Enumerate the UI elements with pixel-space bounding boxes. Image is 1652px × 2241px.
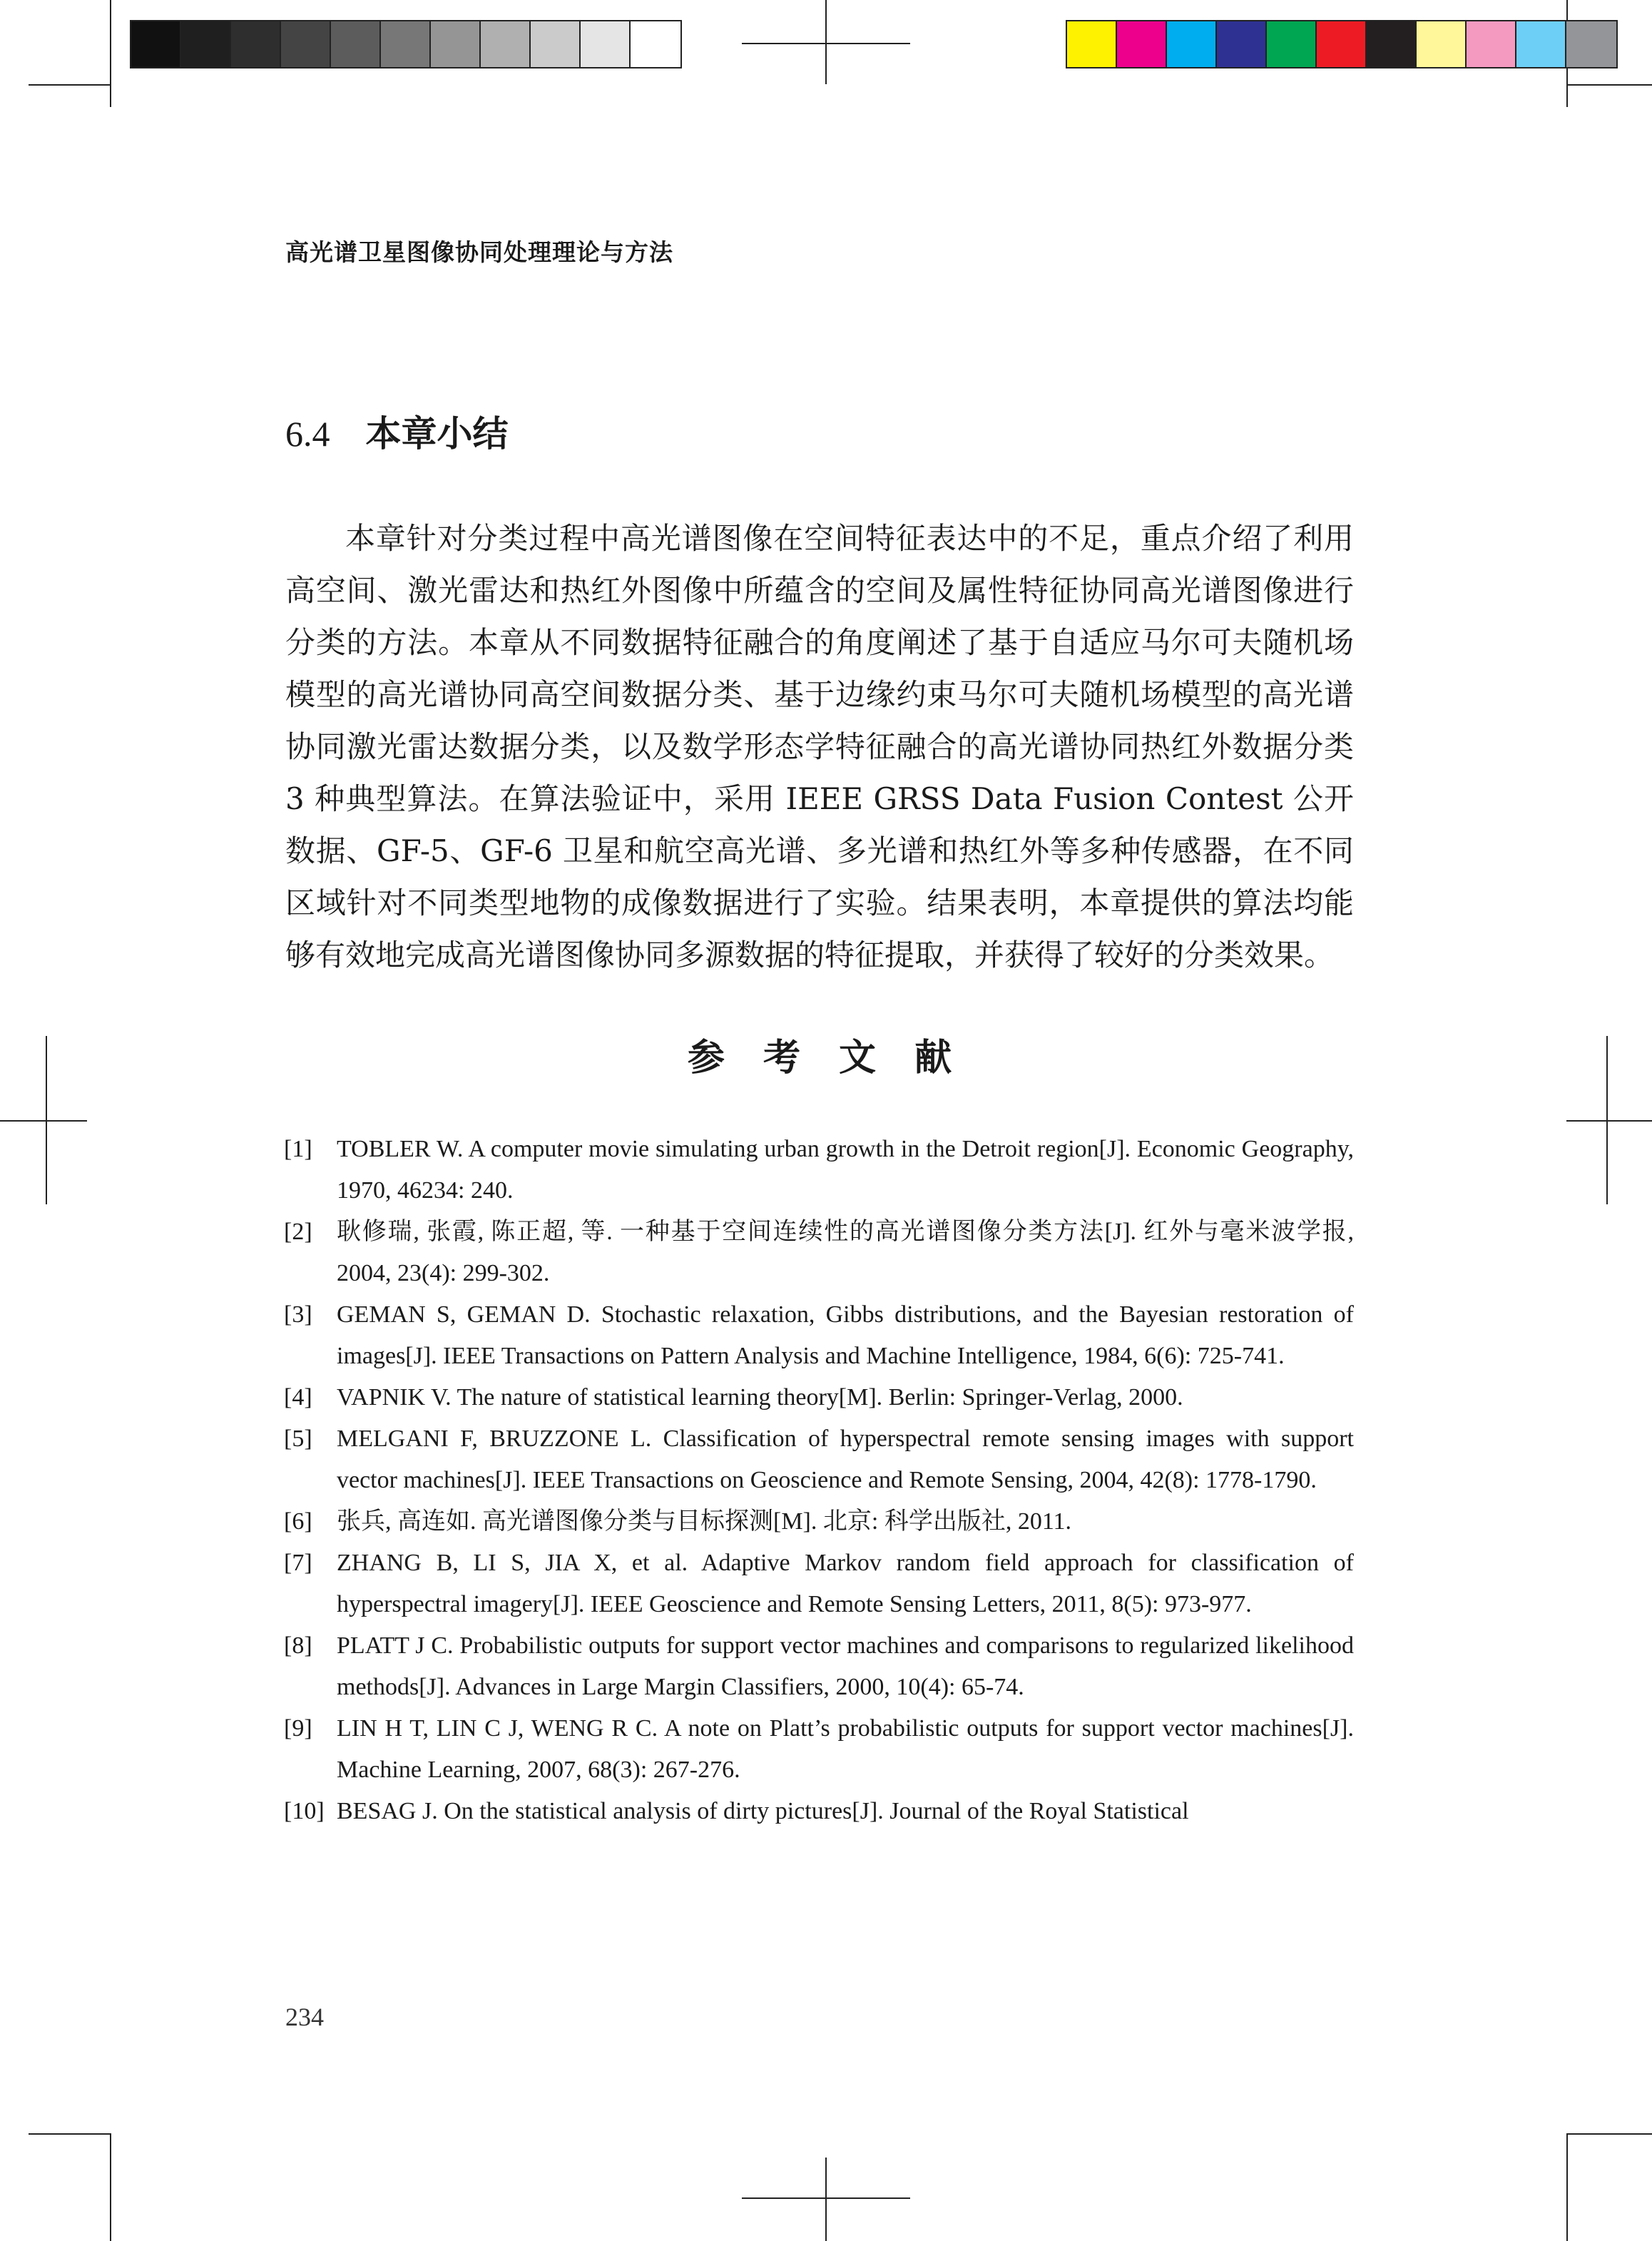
reference-item — [284, 1211, 1354, 1294]
reference-list — [284, 1129, 1354, 1832]
gray-swatch — [431, 21, 481, 67]
reference-item — [284, 1708, 1354, 1791]
gray-swatch — [181, 21, 231, 67]
section-title — [285, 405, 509, 457]
reference-index: [3] — [284, 1301, 312, 1328]
reference-text: TOBLER W. A computer movie simulating urban growth in the Detroit region[J]. Economic Geography, 1970, 46234: 240. — [337, 1136, 1354, 1204]
reference-item — [284, 1377, 1354, 1418]
gray-swatch — [131, 21, 181, 67]
reference-index: [1] — [284, 1136, 312, 1162]
color-swatch — [1467, 21, 1516, 67]
reference-item — [284, 1791, 1354, 1832]
reference-item — [284, 1129, 1354, 1211]
references-heading: 参 考 文 献 — [687, 1036, 965, 1079]
reference-index: [5] — [284, 1426, 312, 1452]
chapter-summary — [285, 512, 1354, 981]
reference-text: ZHANG B, LI S, JIA X, et al. Adaptive Markov random field approach for classification of hyperspectral imagery[J]. IEEE Geoscience and Remote Sensing Letters, 2011, 8(5): 973-977. — [337, 1550, 1354, 1617]
reference-index: [2] — [284, 1219, 312, 1245]
color-swatch — [1516, 21, 1566, 67]
reference-text: GEMAN S, GEMAN D. Stochastic relaxation, Gibbs distributions, and the Bayesian restoration of images[J]. IEEE Transactions on Pattern Analysis and Machine Intelligence, 1984, 6(6): 725-741. — [337, 1301, 1354, 1369]
reference-index: [9] — [284, 1715, 312, 1742]
gray-swatch — [481, 21, 531, 67]
reference-index: [10] — [284, 1798, 325, 1824]
reference-item — [284, 1418, 1354, 1501]
color-swatch — [1067, 21, 1117, 67]
color-swatch — [1267, 21, 1317, 67]
gray-swatch — [281, 21, 331, 67]
reference-item — [284, 1501, 1354, 1543]
color-bar — [1066, 20, 1618, 68]
gray-swatch — [581, 21, 631, 67]
gray-swatch — [331, 21, 381, 67]
color-swatch — [1367, 21, 1417, 67]
grayscale-bar — [130, 20, 682, 68]
section-number: 6.4 — [285, 414, 330, 454]
color-swatch — [1566, 21, 1616, 67]
page-number: 234 — [285, 2003, 324, 2031]
gray-swatch — [631, 21, 680, 67]
running-header: 高光谱卫星图像协同处理理论与方法 — [285, 238, 673, 266]
reference-item — [284, 1294, 1354, 1377]
reference-text: BESAG J. On the statistical analysis of dirty pictures[J]. Journal of the Royal Statistical — [337, 1798, 1189, 1824]
reference-text: 耿修瑞, 张霞, 陈正超, 等. 一种基于空间连续性的高光谱图像分类方法[J]. 红外与毫米波学报, 2004, 23(4): 299-302. — [337, 1219, 1354, 1286]
reference-index: [4] — [284, 1384, 312, 1411]
reference-item — [284, 1625, 1354, 1708]
reference-text: VAPNIK V. The nature of statistical learning theory[M]. Berlin: Springer-Verlag, 2000. — [337, 1384, 1183, 1411]
reference-item — [284, 1543, 1354, 1625]
gray-swatch — [231, 21, 281, 67]
reference-text: PLATT J C. Probabilistic outputs for support vector machines and comparisons to regularized likelihood methods[J]. Advances in Large Margin Classifiers, 2000, 10(4): 65-74. — [337, 1632, 1354, 1700]
color-swatch — [1417, 21, 1467, 67]
reference-index: [7] — [284, 1550, 312, 1576]
color-swatch — [1217, 21, 1267, 67]
reference-text: MELGANI F, BRUZZONE L. Classification of hyperspectral remote sensing images with support vector machines[J]. IEEE Transactions on Geoscience and Remote Sensing, 2004, 42(8): 1778-1790. — [337, 1426, 1354, 1493]
section-title-text: 本章小结 — [365, 412, 509, 454]
gray-swatch — [381, 21, 431, 67]
color-swatch — [1117, 21, 1167, 67]
color-swatch — [1167, 21, 1217, 67]
summary-paragraph: 本章针对分类过程中高光谱图像在空间特征表达中的不足，重点介绍了利用高空间、激光雷达和热红外图像中所蕴含的空间及属性特征协同高光谱图像进行分类的方法。本章从不同数据特征融合的角度阐述了基于自适应马尔可夫随机场模型的高光谱协同高空间数据分类、基于边缘约束马尔可夫随机场模型的高光谱协同激光雷达数据分类，以及数学形态学特征融合的高光谱协同热红外数据分类 3 种典型算法。在算法验证中，采用 IEEE GRSS Data Fusion Contest 公开数据、GF-5、GF-6 卫星和航空高光谱、多光谱和热红外等多种传感器，在不同区域针对不同类型地物的成像数据进行了实验。结果表明，本章提供的算法均能够有效地完成高光谱图像协同多源数据的特征提取，并获得了较好的分类效果。 — [285, 521, 1354, 972]
reference-index: [8] — [284, 1632, 312, 1659]
reference-index: [6] — [284, 1508, 312, 1535]
reference-text: 张兵, 高连如. 高光谱图像分类与目标探测[M]. 北京: 科学出版社, 2011. — [337, 1508, 1072, 1535]
gray-swatch — [531, 21, 581, 67]
color-swatch — [1317, 21, 1367, 67]
reference-text: LIN H T, LIN C J, WENG R C. A note on Platt’s probabilistic outputs for support vector machines[J]. Machine Learning, 2007, 68(3): 267-276. — [337, 1715, 1354, 1783]
